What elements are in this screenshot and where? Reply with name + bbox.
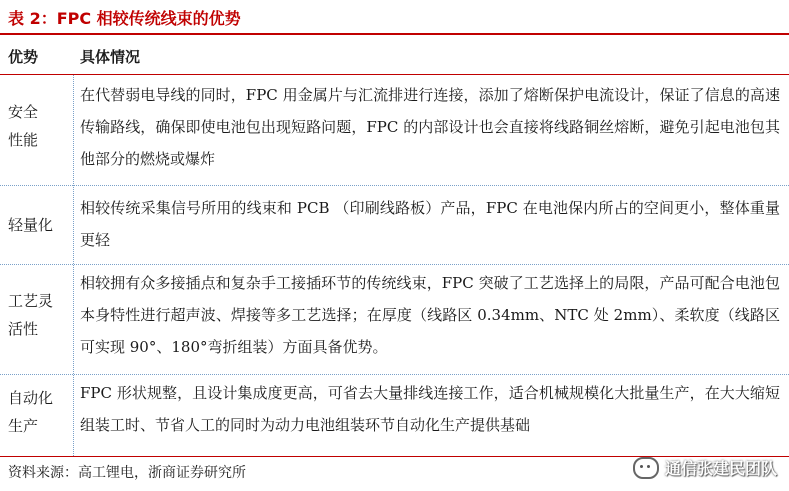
header-advantage: 优势 bbox=[8, 48, 39, 66]
table-header bbox=[0, 36, 789, 74]
category-line: 轻量化 bbox=[8, 216, 54, 234]
source-note: 资料来源：高工锂电，浙商证券研究所 bbox=[8, 465, 246, 481]
row-category bbox=[8, 211, 70, 239]
category-line: 安全 bbox=[8, 103, 39, 121]
row-description: 在代替弱电导线的同时，FPC 用金属片与汇流排进行连接，添加了熔断保护电流设计，保证了信息的高速传输路线，确保即使电池包出现短路问题，FPC 的内部设计也会直接将线路铜丝熔断，避免引起电池包其他部分的燃烧或爆炸 bbox=[80, 86, 780, 168]
wechat-icon bbox=[633, 457, 659, 479]
table-row bbox=[0, 375, 789, 456]
title-rule bbox=[0, 33, 789, 35]
row-description: FPC 形状规整，且设计集成度更高，可省去大量排线连接工作，适合机械规模化大批量生产，在大大缩短组装工时、节省人工的同时为动力电池组装环节自动化生产提供基础 bbox=[80, 384, 780, 434]
table-row bbox=[0, 75, 789, 185]
watermark-text: 通信张建民团队 bbox=[664, 459, 777, 478]
row-description: 相较拥有众多接插点和复杂手工接插环节的传统线束，FPC 突破了工艺选择上的局限，产品可配合电池包本身特性进行超声波、焊接等多工艺选择；在厚度（线路区 0.34mm、NTC 处 2mm）、柔软度（线路区可实现 90°、180°弯折组装）方面具备优势。 bbox=[80, 274, 780, 356]
category-line: 自动化 bbox=[8, 389, 54, 407]
row-category bbox=[8, 98, 70, 154]
table-row bbox=[0, 265, 789, 374]
header-detail: 具体情况 bbox=[80, 48, 141, 66]
table-row bbox=[0, 186, 789, 264]
category-line: 生产 bbox=[8, 417, 39, 435]
row-category bbox=[8, 384, 70, 440]
category-line: 工艺灵 bbox=[8, 292, 54, 310]
table-title: 表 2：FPC 相较传统线束的优势 bbox=[8, 9, 241, 28]
row-description: 相较传统采集信号所用的线束和 PCB （印刷线路板）产品，FPC 在电池保内所占的空间更小，整体重量更轻 bbox=[80, 199, 780, 249]
category-line: 性能 bbox=[8, 131, 39, 149]
watermark bbox=[633, 456, 777, 479]
category-line: 活性 bbox=[8, 320, 39, 338]
row-category bbox=[8, 287, 70, 343]
